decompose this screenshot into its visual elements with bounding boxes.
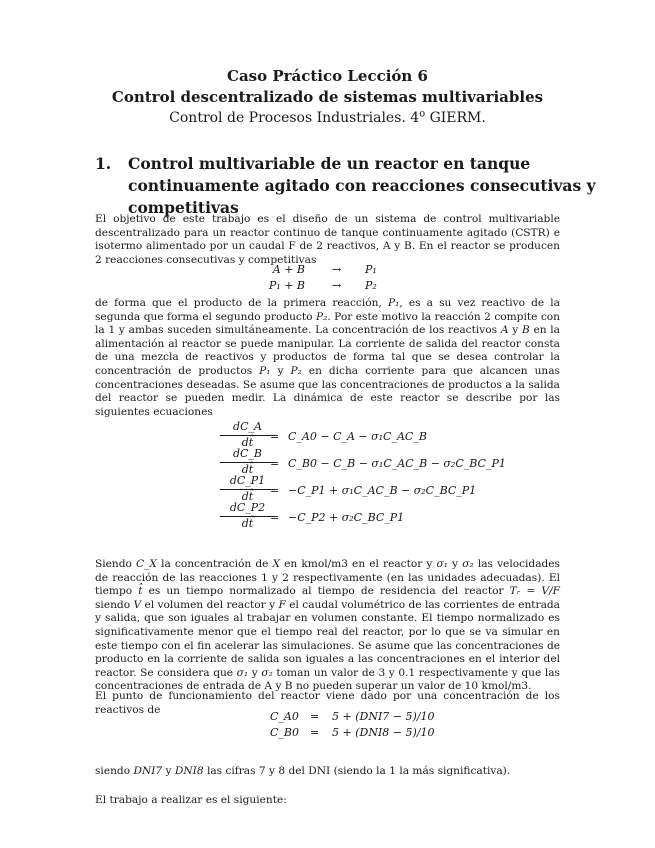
operating-point-paragraph: El punto de funcionamiento del reactor viene dado por una concentración de los reactivos de bbox=[95, 690, 560, 716]
document-page: Caso Práctico Lección 6 Control descentralizado de sistemas multivariables Control de Procesos Industriales. 4$^o$ GIERM. 1. Control multivariable de un reactor en tanque continuamente agitado con reacciones consecutivas y competitivas El objetivo de este trabajo es el diseño de un sistema de control multivariable descentralizado para un reactor continuo de tanque continuamente agitado (CSTR) e isotermo alimentado por un caudal F de 2 reactivos, A y B. En el reactor se producen 2 reacciones consecutivas y competitivas A + B → P₁ P₁ + B → P₂ de forma que el producto de la primera reacción, P₁, es a su vez reactivo de la segunda que forma el segundo producto P₂. Por este motivo la reacción 2 compite con la 1 y ambas suceden simultáneamente. La concentración de los reactivos A y B en la alimentación al reactor se puede manipular. La corriente de salida del reactor consta de una mezcla de reactivos y productos de forma tal que se desea controlar la concentración de productos P₁ y P₂ en dicha corriente para que alcancen unas concentraciones deseadas. Se asume que las concentraciones de productos a la salida del reactor se pueden medir. La dinámica de este reactor se describe por las siguientes ecuaciones $\frac{dC\_A}{dt̂}$ = C_A0 − C_A − σ₁C_AC_B $\frac{dC\_B}{dt̂}$ = C_B0 − C_B − σ₁C_AC_B − σ₂C_BC_P1 $\frac{dC\_P1}{dt̂}$ = −C_P1 + σ₁C_AC_B − σ₂C_BC_P1 $\frac{dC\_P2}{dt̂}$ = −C_P2 + σ₂C_BC_P1 Siendo C_X la concentración de X en kmol/m3 en el reactor y σ₁ y σ₂ las velocidades de reacción de las reacciones 1 y 2 respectivamente (en las unidades adecuadas). El tiempo t̂ es un tiempo normalizado al tiempo de residencia del reactor Tᵣ = V/F siendo V el volumen del reactor y F el caudal volumétrico de las corrientes de entrada y salida, que son iguales al trabajar en volumen constante. El tiempo normalizado es significativamente menor que el tiempo real del reactor, por lo que se va simular en este tiempo con el fin acelerar las simulaciones. Se asume que las concentraciones de producto en la corriente de salida son iguales a las concentraciones en el interior del reactor. Se considera que σ₁ y σ₂ toman un valor de 3 y 0.1 respectivamente y que las concentraciones de entrada de A y B no pueden superar un valor de 10 kmol/m3. El punto de funcionamiento del reactor viene dado por una concentración de los reactivos de C_A0 = 5 + (DNI7 − 5)/10 C_B0 = 5 + (DNI8 − 5)/10 siendo DNI7 y DNI8 las cifras 7 y 8 del DNI (siendo la 1 la más significativa). El trabajo a realizar es el siguiente: bbox=[0, 0, 655, 848]
case-title: Caso Práctico Lección 6 bbox=[227, 67, 428, 85]
definitions-paragraph: Siendo C_X la concentración de X en kmol/m3 en el reactor y σ₁ y σ₂ las velocidades de reacción de las reacciones 1 y 2 respectivamente (en las unidades adecuadas). El tiempo t̂ es un tiempo normalizado al tiempo de residencia del reactor Tᵣ = V/F siendo V el volumen del reactor y F el caudal volumétrico de las corrientes de entrada y salida, que son iguales al trabajar en volumen constante. El tiempo normalizado es significativamente menor que el tiempo real del reactor, por lo que se va simular en este tiempo con el fin acelerar las simulaciones. Se asume que las concentraciones de producto en la corriente de salida son iguales a las concentraciones en el interior del reactor. Se considera que σ₁ y σ₂ toman un valor de 3 y 0.1 respectivamente y que las concentraciones de entrada de A y B no pueden superar un valor de 10 kmol/m3. bbox=[95, 558, 560, 693]
intro-paragraph: El objetivo de este trabajo es el diseño de un sistema de control multivariable descentralizado para un reactor continuo de tanque continuamente agitado (CSTR) e isotermo alimentado por un caudal F de 2 reactivos, A y B. En el reactor se producen 2 reacciones consecutivas y competitivas bbox=[95, 213, 560, 266]
section-number: 1. bbox=[95, 154, 112, 173]
dni-paragraph: siendo DNI7 y DNI8 las cifras 7 y 8 del DNI (siendo la 1 la más significativa). bbox=[95, 765, 511, 777]
course-line: Control de Procesos Industriales. 4$^o$ GIERM. bbox=[169, 108, 486, 126]
work-paragraph: El trabajo a realizar es el siguiente: bbox=[95, 794, 287, 806]
lesson-topic: Control descentralizado de sistemas multivariables bbox=[111, 88, 544, 106]
section-title: Control multivariable de un reactor en tanque continuamente agitado con reacciones consecutivas y competitivas bbox=[128, 154, 596, 217]
products-paragraph: de forma que el producto de la primera reacción, P₁, es a su vez reactivo de la segunda que forma el segundo producto P₂. Por este motivo la reacción 2 compite con la 1 y ambas suceden simultáneamente. La concentración de los reactivos A y B en la alimentación al reactor se puede manipular. La corriente de salida del reactor consta de una mezcla de reactivos y productos de forma tal que se desea controlar la concentración de productos P₁ y P₂ en dicha corriente para que alcancen unas concentraciones deseadas. Se asume que las concentraciones de productos a la salida del reactor se pueden medir. La dinámica de este reactor se describe por las siguientes ecuaciones bbox=[95, 297, 561, 418]
document-header bbox=[0, 66, 655, 128]
